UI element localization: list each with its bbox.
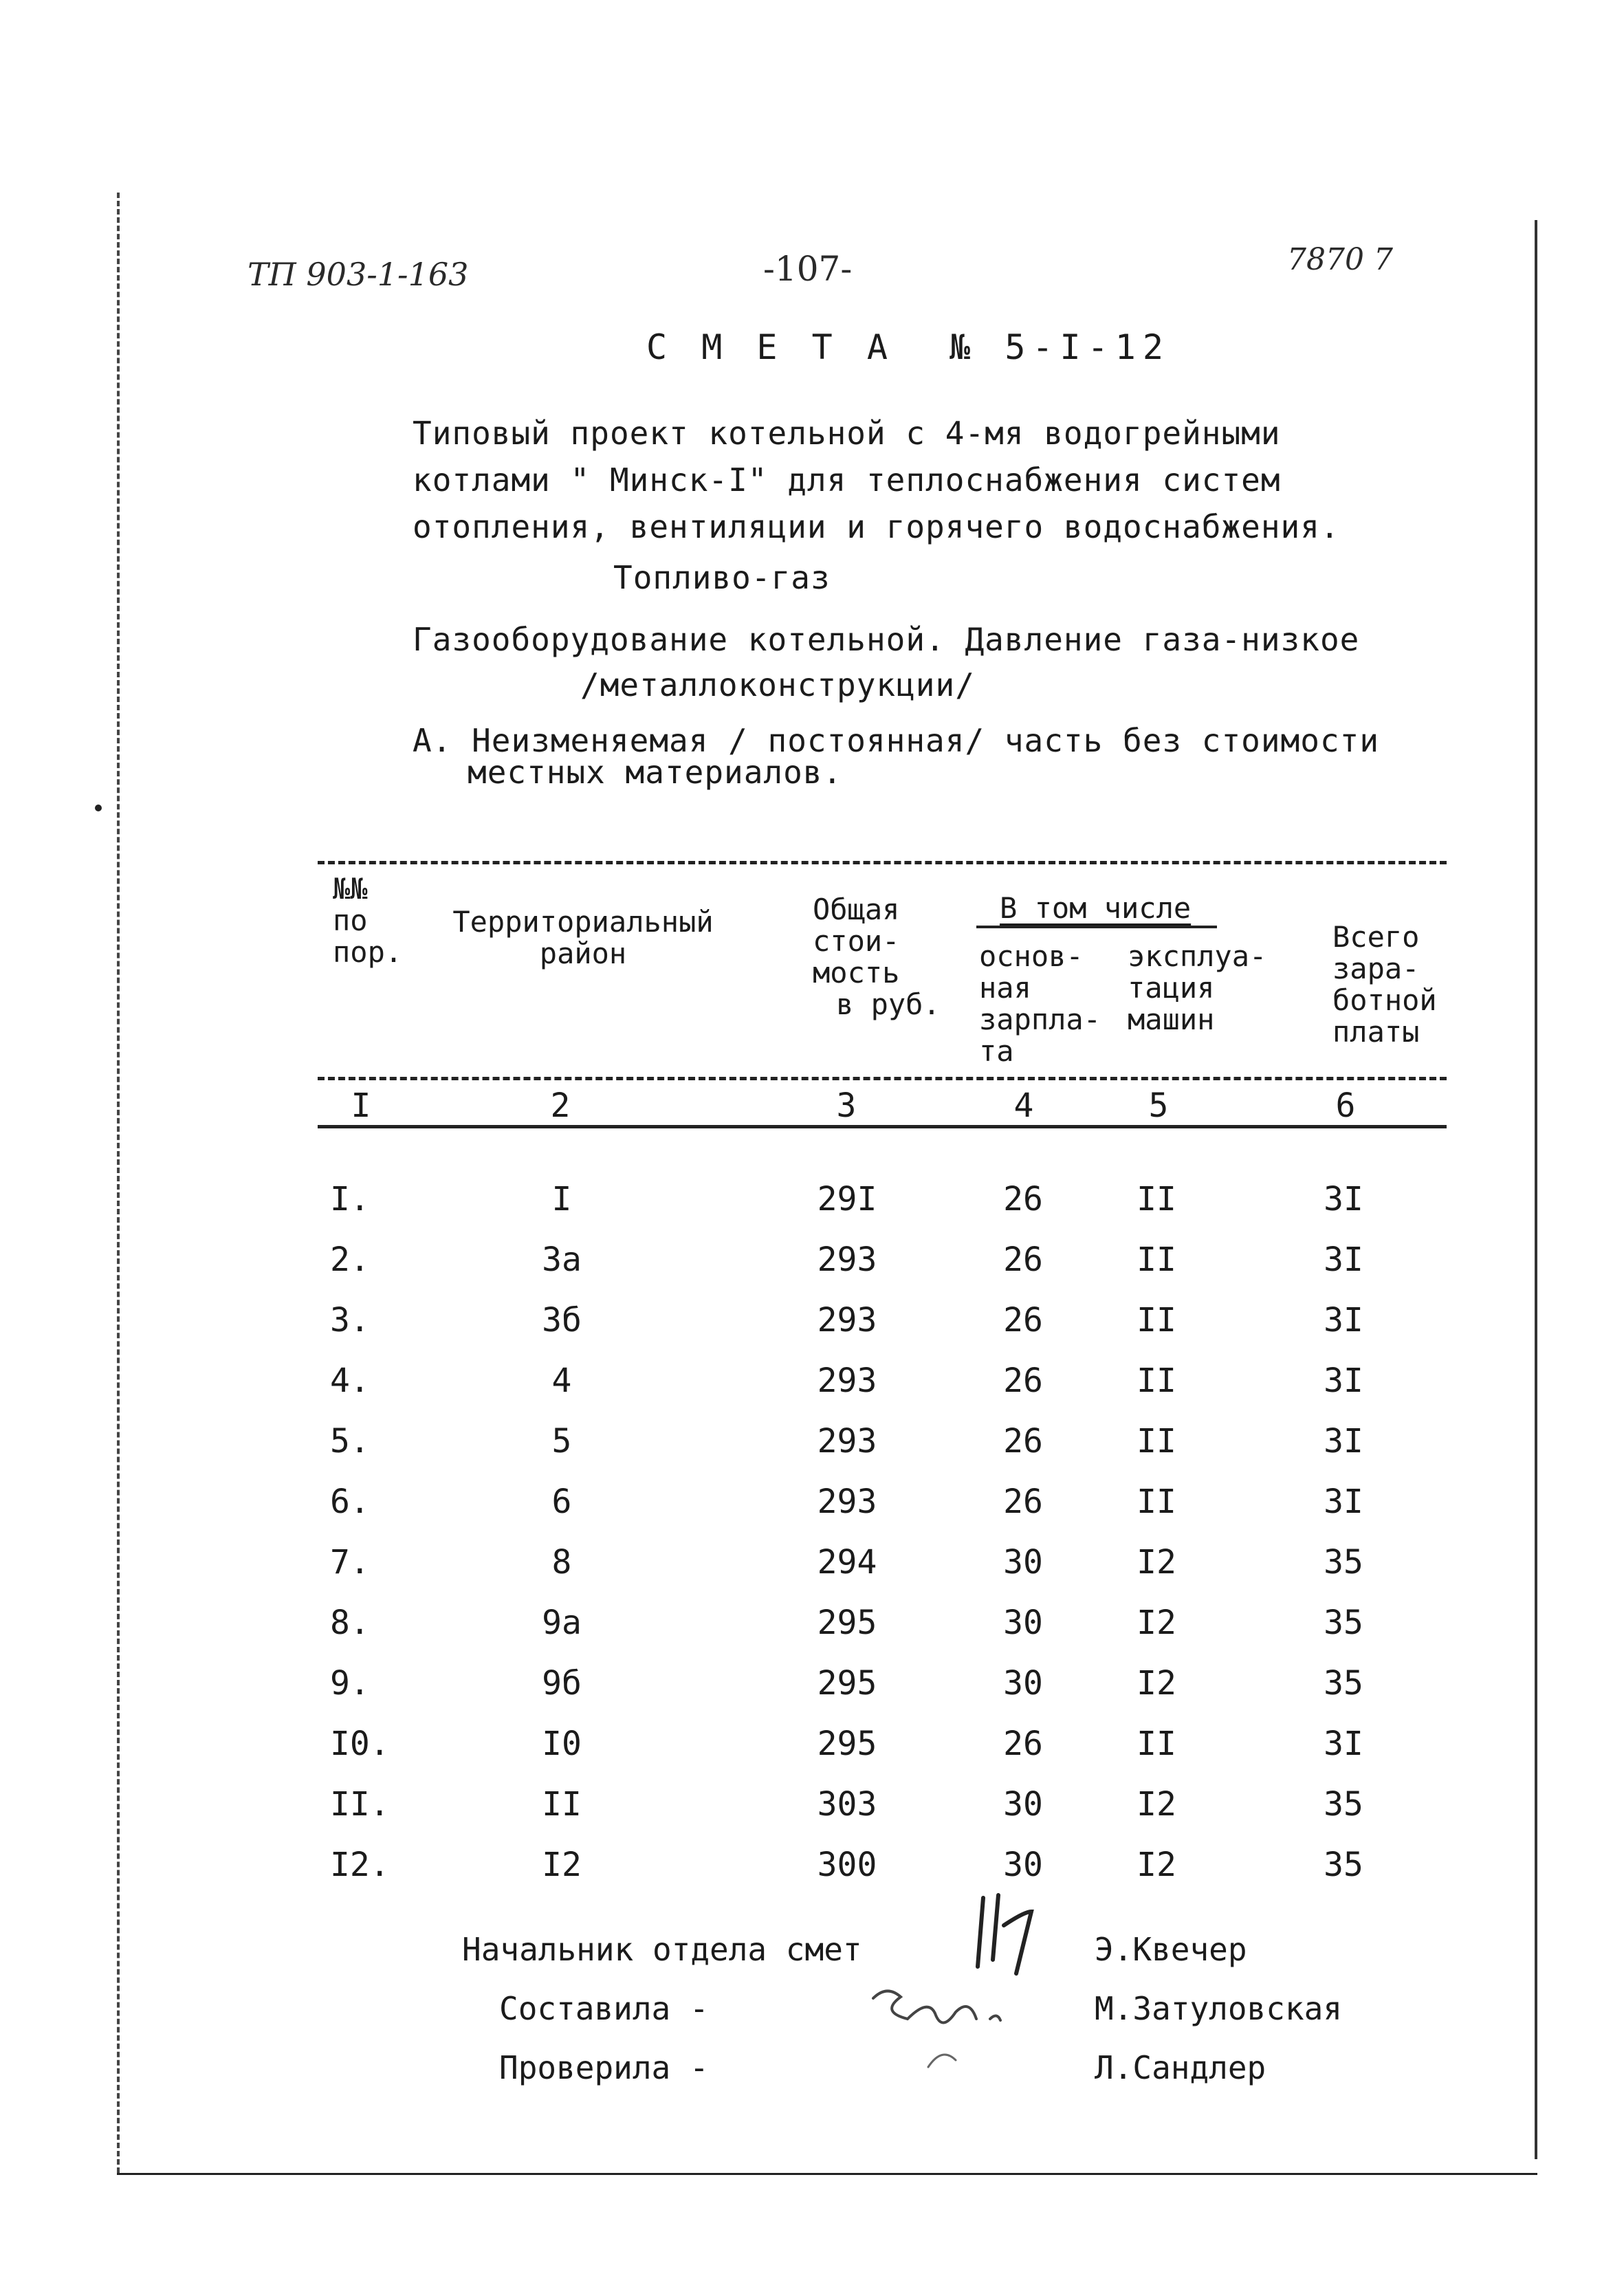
bottom-border-line — [117, 2173, 1537, 2175]
description-line: отопления, вентиляции и горячего водоснабжения. — [413, 508, 1340, 545]
total-wages-cell: 3I — [1324, 1422, 1363, 1461]
total-wages-cell: 35 — [1324, 1543, 1363, 1582]
header-line: по — [333, 904, 368, 937]
header-line: ботной — [1332, 983, 1437, 1017]
description-line: Типовый проект котельной с 4-мя водогрейными — [413, 415, 1281, 452]
section-line-2: /металлоконструкции/ — [580, 666, 975, 703]
header-col-number — [333, 873, 402, 968]
region-cell: 6 — [551, 1483, 572, 1521]
row-number-cell: I. — [330, 1180, 370, 1218]
description-line: котлами " Минск-I" для теплоснабжения систем — [413, 461, 1281, 499]
group-underline — [976, 926, 1217, 928]
row-number-cell: 7. — [330, 1543, 370, 1582]
scan-dot — [95, 805, 102, 811]
row-number-cell: 9. — [330, 1664, 370, 1703]
row-number-cell: I2. — [330, 1846, 390, 1884]
header-col-total-wages — [1332, 921, 1437, 1048]
machine-operation-cell: I2 — [1137, 1664, 1176, 1703]
base-salary-cell: 26 — [1003, 1483, 1043, 1521]
total-cost-cell: 29I — [817, 1180, 877, 1218]
base-salary-cell: 26 — [1003, 1240, 1043, 1279]
total-wages-cell: 3I — [1324, 1240, 1363, 1279]
header-line: платы — [1332, 1015, 1420, 1049]
header-line: №№ — [333, 872, 368, 906]
header-col-base-salary — [979, 941, 1101, 1067]
machine-operation-cell: I2 — [1137, 1785, 1176, 1824]
header-line: район — [539, 937, 627, 970]
machine-operation-cell: II — [1137, 1725, 1176, 1763]
machine-operation-cell: II — [1137, 1301, 1176, 1340]
base-salary-cell: 30 — [1003, 1664, 1043, 1703]
header-col-region — [446, 906, 721, 970]
part-line: А. Неизменяемая / постоянная/ часть без стоимости — [413, 722, 1380, 759]
header-line: стои- — [813, 924, 900, 958]
total-cost-cell: 293 — [817, 1240, 877, 1279]
machine-operation-cell: II — [1137, 1362, 1176, 1400]
header-line: эксплуа- — [1128, 939, 1267, 973]
part-title — [413, 722, 1380, 791]
header-line: машин — [1128, 1003, 1215, 1036]
total-cost-cell: 295 — [817, 1725, 877, 1763]
machine-operation-cell: I2 — [1137, 1846, 1176, 1884]
row-number-cell: II. — [330, 1785, 390, 1824]
region-cell: 5 — [551, 1422, 572, 1461]
region-cell: I — [551, 1180, 572, 1218]
region-cell: I2 — [542, 1846, 582, 1884]
left-margin-line — [117, 193, 120, 2173]
total-wages-cell: 3I — [1324, 1483, 1363, 1521]
fuel-type: Топливо-газ — [613, 559, 831, 596]
signature-name: М.Затуловская — [1095, 1990, 1343, 2027]
signature-name: Э.Квечер — [1095, 1931, 1247, 1968]
document-code: ТП 903-1-163 — [248, 256, 469, 293]
signature-role: Составила - — [499, 1990, 709, 2027]
right-border-line — [1535, 220, 1537, 2159]
region-cell: 8 — [551, 1543, 572, 1582]
page-number: -107- — [763, 249, 853, 289]
base-salary-cell: 30 — [1003, 1846, 1043, 1884]
region-cell: 9а — [542, 1604, 582, 1642]
column-number: 3 — [836, 1086, 857, 1125]
base-salary-cell: 26 — [1003, 1301, 1043, 1340]
row-number-cell: 6. — [330, 1483, 370, 1521]
handwritten-signature — [963, 1884, 1052, 1980]
signature-role: Начальник отдела смет — [462, 1931, 862, 1968]
document-title: С М Е Т А № 5-I-12 — [646, 327, 1170, 367]
total-wages-cell: 3I — [1324, 1725, 1363, 1763]
header-line: зара- — [1332, 952, 1420, 985]
column-numbers-rule — [318, 1125, 1447, 1128]
machine-operation-cell: II — [1137, 1422, 1176, 1461]
total-wages-cell: 3I — [1324, 1180, 1363, 1218]
row-number-cell: I0. — [330, 1725, 390, 1763]
total-cost-cell: 303 — [817, 1785, 877, 1824]
column-number: I — [351, 1086, 371, 1125]
total-cost-cell: 293 — [817, 1422, 877, 1461]
total-wages-cell: 3I — [1324, 1301, 1363, 1340]
signature-role: Проверила - — [499, 2049, 709, 2086]
base-salary-cell: 30 — [1003, 1785, 1043, 1824]
region-cell: 9б — [542, 1664, 582, 1703]
handwritten-signature — [859, 1971, 1018, 2095]
column-number: 6 — [1335, 1086, 1356, 1125]
total-cost-cell: 293 — [817, 1362, 877, 1400]
total-cost-cell: 294 — [817, 1543, 877, 1582]
region-cell: II — [542, 1785, 582, 1824]
header-group-including: В том числе — [1000, 891, 1192, 925]
region-cell: 3а — [542, 1240, 582, 1279]
row-number-cell: 3. — [330, 1301, 370, 1340]
signature-name: Л.Сандлер — [1095, 2049, 1266, 2086]
total-cost-cell: 300 — [817, 1846, 877, 1884]
header-line: Общая — [813, 893, 900, 926]
base-salary-cell: 26 — [1003, 1422, 1043, 1461]
project-description — [413, 410, 1340, 550]
header-col-total-cost — [813, 894, 941, 1020]
total-cost-cell: 295 — [817, 1604, 877, 1642]
header-line: зарпла- — [979, 1003, 1101, 1036]
header-line: основ- — [979, 939, 1084, 973]
total-cost-cell: 295 — [817, 1664, 877, 1703]
base-salary-cell: 26 — [1003, 1362, 1043, 1400]
base-salary-cell: 30 — [1003, 1604, 1043, 1642]
machine-operation-cell: I2 — [1137, 1604, 1176, 1642]
section-line-1: Газооборудование котельной. Давление газа-низкое — [413, 621, 1360, 658]
machine-operation-cell: II — [1137, 1483, 1176, 1521]
header-line: в руб. — [836, 987, 941, 1021]
total-cost-cell: 293 — [817, 1301, 877, 1340]
sheet-code: 7870 7 — [1287, 242, 1393, 277]
machine-operation-cell: I2 — [1137, 1543, 1176, 1582]
header-line: ная — [979, 971, 1031, 1005]
part-line: местных материалов. — [468, 754, 843, 791]
total-wages-cell: 35 — [1324, 1846, 1363, 1884]
row-number-cell: 8. — [330, 1604, 370, 1642]
table-top-rule — [318, 861, 1447, 864]
base-salary-cell: 30 — [1003, 1543, 1043, 1582]
header-line: тация — [1128, 971, 1215, 1005]
machine-operation-cell: II — [1137, 1240, 1176, 1279]
total-wages-cell: 35 — [1324, 1785, 1363, 1824]
header-bottom-rule — [318, 1077, 1447, 1080]
region-cell: I0 — [542, 1725, 582, 1763]
header-line: Всего — [1332, 920, 1420, 954]
total-wages-cell: 35 — [1324, 1664, 1363, 1703]
column-number: 2 — [550, 1086, 571, 1125]
row-number-cell: 4. — [330, 1362, 370, 1400]
total-wages-cell: 35 — [1324, 1604, 1363, 1642]
column-number: 4 — [1013, 1086, 1034, 1125]
row-number-cell: 5. — [330, 1422, 370, 1461]
base-salary-cell: 26 — [1003, 1180, 1043, 1218]
header-line: Территориальный — [452, 905, 714, 939]
total-wages-cell: 3I — [1324, 1362, 1363, 1400]
machine-operation-cell: II — [1137, 1180, 1176, 1218]
total-cost-cell: 293 — [817, 1483, 877, 1521]
header-line: пор. — [333, 935, 403, 969]
base-salary-cell: 26 — [1003, 1725, 1043, 1763]
header-col-machine-operation — [1128, 941, 1266, 1036]
header-line: та — [979, 1034, 1014, 1068]
region-cell: 4 — [551, 1362, 572, 1400]
header-line: мость — [813, 956, 900, 990]
region-cell: 3б — [542, 1301, 582, 1340]
row-number-cell: 2. — [330, 1240, 370, 1279]
column-number: 5 — [1148, 1086, 1169, 1125]
